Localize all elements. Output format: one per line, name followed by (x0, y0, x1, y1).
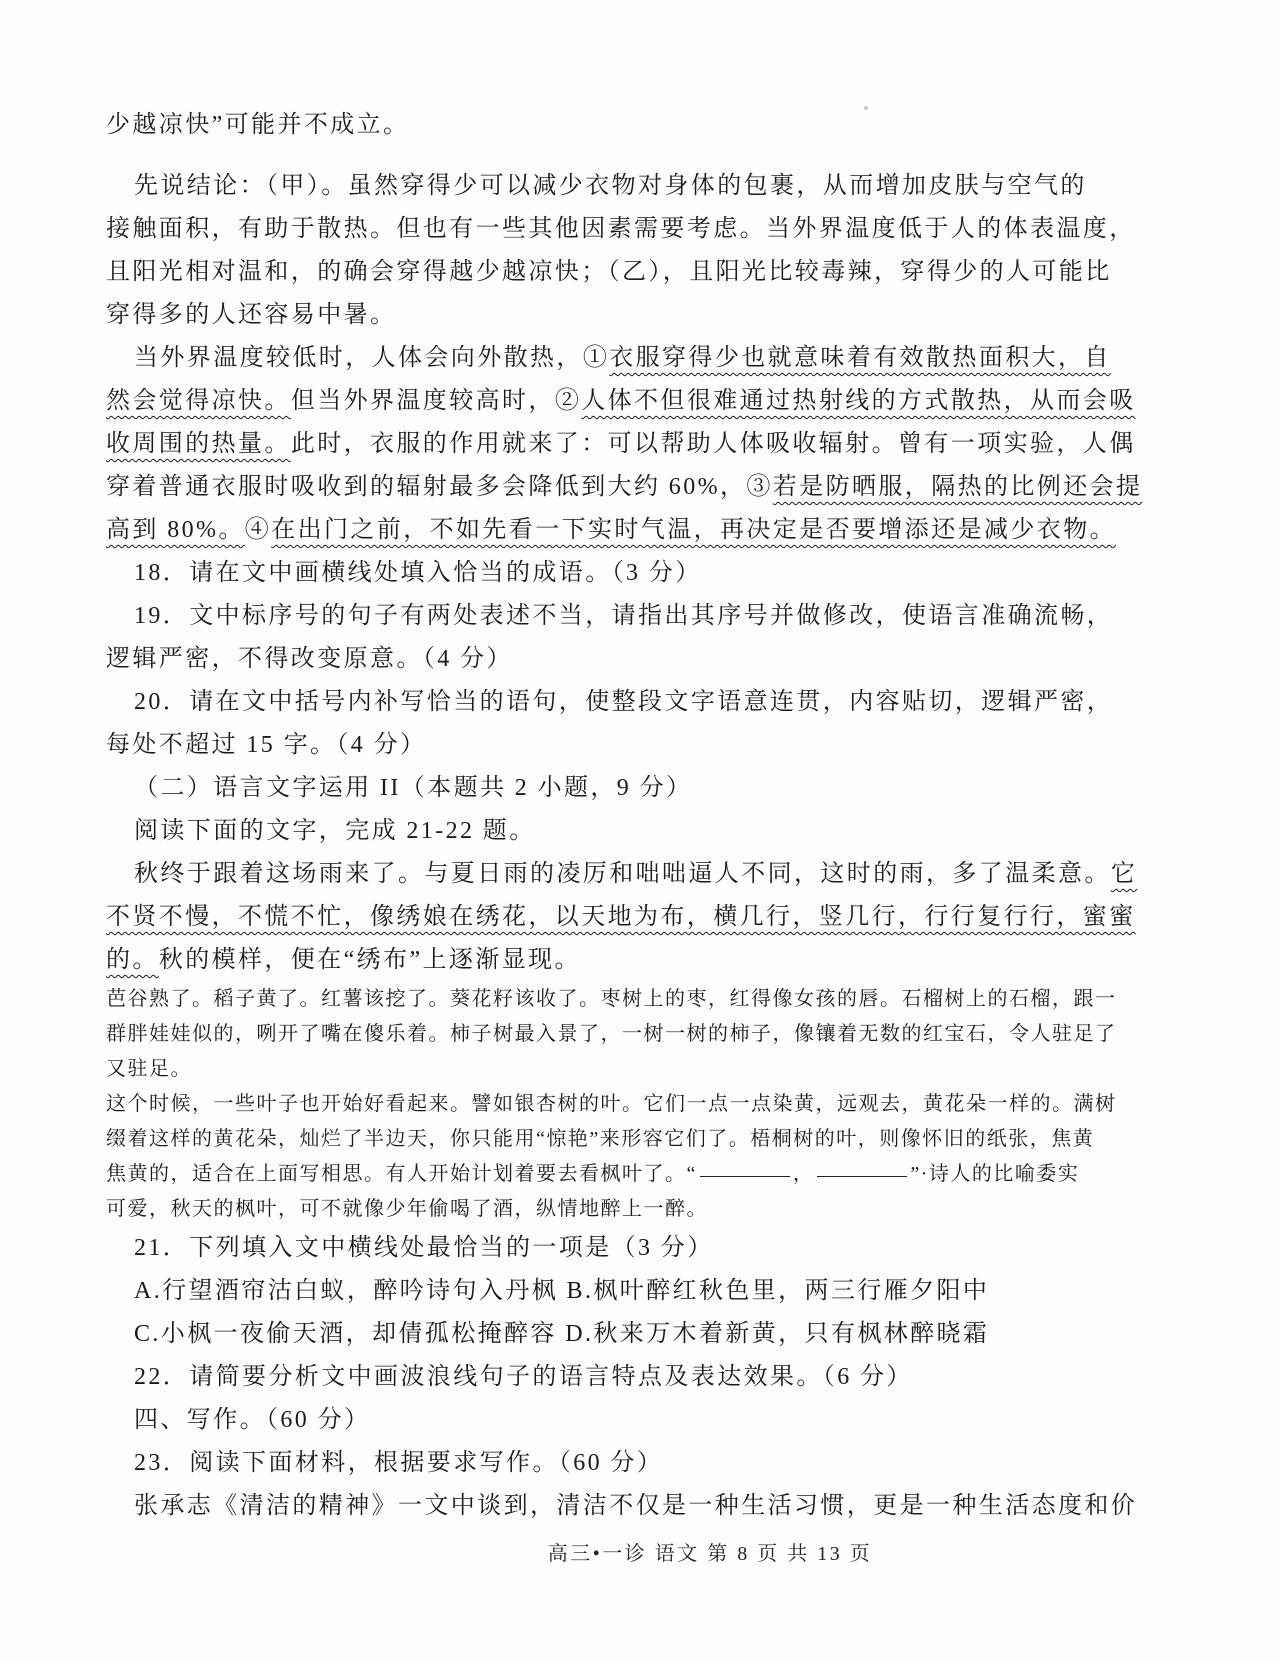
text-segment: A.行望酒帘沽白蚁，醉吟诗句入丹枫 B.枫叶醉红秋色里，两三行雁夕阳中 (134, 1278, 990, 1304)
wavy-underlined-text: 在出门之前，不如先看一下实时气温，再决定是否要增添还是减少衣物。 (271, 517, 1117, 543)
text-line-16 (106, 767, 1180, 810)
text-segment: 张承志《清洁的精神》一文中谈到，清洁不仅是一种生活习惯，更是一种生活态度和价 (134, 1493, 1138, 1519)
text-segment: 秋的模样，便在“绣布”上逐渐显现。 (158, 947, 581, 973)
text-line-2 (106, 165, 1180, 208)
text-segment: 少越凉快”可能并不成立。 (106, 112, 410, 138)
answer-blank-line (700, 1174, 790, 1177)
text-line-31 (106, 1356, 1180, 1399)
text-line-4 (106, 251, 1180, 294)
text-line-1 (106, 104, 1180, 147)
answer-blank-line (817, 1174, 907, 1177)
text-line-25 (106, 1122, 1180, 1157)
wavy-underlined-text: 然会觉得凉快。 (106, 388, 291, 414)
text-line-19 (106, 896, 1180, 939)
sentence-number-marker: ④ (244, 517, 272, 543)
text-segment: 秋终于跟着这场雨来了。与夏日雨的凌厉和咄咄逼人不同，这时的雨，多了温柔意。 (134, 861, 1111, 887)
text-segment: 23．阅读下面材料，根据要求写作。（60 分） (134, 1450, 664, 1476)
text-segment: 21．下列填入文中横线处最恰当的一项是（3 分） (134, 1235, 714, 1261)
text-segment: 阅读下面的文字，完成 21-22 题。 (134, 818, 536, 844)
text-segment: 接触面积，有助于散热。但也有一些其他因素需要考虑。当外界温度低于人的体表温度， (106, 216, 1136, 242)
text-segment: 当外界温度较低时，人体会向外散热， (134, 345, 583, 371)
text-segment: C.小枫一夜偷天酒，却倩孤松掩醉容 D.秋来万木着新黄，只有枫林醉晓霜 (134, 1321, 990, 1347)
text-segment: 18．请在文中画横线处填入恰当的成语。（3 分） (134, 560, 702, 586)
text-segment: （二）语言文字运用 II（本题共 2 小题，9 分） (134, 775, 693, 801)
text-line-6 (106, 337, 1180, 380)
wavy-underlined-text: 人体不但很难通过热射线的方式散热，从而会吸 (581, 388, 1136, 414)
text-segment: 但当外界温度较高时， (290, 388, 555, 414)
wavy-underlined-text: 它 (1110, 861, 1138, 887)
text-line-17 (106, 810, 1180, 853)
text-segment: 四、写作。（60 分） (134, 1407, 371, 1433)
text-line-10 (106, 509, 1180, 552)
text-line-9 (106, 466, 1180, 509)
text-segment: 焦黄的，适合在上面写相思。有人开始计划着要去看枫叶了。“ (106, 1163, 697, 1185)
text-line-5 (106, 294, 1180, 337)
text-line-27 (106, 1192, 1180, 1227)
wavy-underlined-text: 不贤不慢，不慌不忙，像绣娘在绣花，以天地为布，横几行，竖几行，行行复行行，蜜蜜 (106, 904, 1136, 930)
wavy-underlined-text: 衣服穿得少也就意味着有效散热面积大，自 (609, 345, 1111, 371)
sentence-number-marker: ③ (746, 474, 773, 500)
text-line-21 (106, 982, 1180, 1017)
wavy-underlined-text: 收周围的热量。 (106, 431, 291, 457)
text-line-12 (106, 595, 1180, 638)
sentence-number-marker: ② (554, 388, 582, 414)
text-line-24 (106, 1087, 1180, 1122)
text-segment: 又驻足。 (106, 1058, 192, 1080)
text-line-18 (106, 853, 1180, 896)
text-line-33 (106, 1442, 1180, 1485)
text-line-32 (106, 1399, 1180, 1442)
wavy-underlined-text: 的。 (106, 947, 159, 973)
scan-speck (864, 106, 868, 110)
text-line-26 (106, 1157, 1180, 1192)
text-segment: 且阳光相对温和，的确会穿得越少越凉快；（乙），且阳光比较毒辣，穿得少的人可能比 (106, 259, 1112, 285)
text-line-15 (106, 724, 1180, 767)
text-line-11 (106, 552, 1180, 595)
text-line-22 (106, 1017, 1180, 1052)
sentence-number-marker: ① (582, 345, 610, 371)
text-segment: 可爱，秋天的枫叶，可不就像少年偷喝了酒，纵情地醉上一醉。 (106, 1198, 708, 1220)
wavy-underlined-text: 若是防晒服，隔热的比例还会提 (772, 474, 1143, 500)
text-line-28 (106, 1227, 1180, 1270)
text-line-14 (106, 681, 1180, 724)
text-segment: 此时，衣服的作用就来了：可以帮助人体吸收辐射。曾有一项实验，人偶 (290, 431, 1136, 457)
text-segment: 这个时候，一些叶子也开始好看起来。譬如银杏树的叶。它们一点一点染黄，远观去，黄花朵一样的。满树 (106, 1093, 1117, 1115)
text-segment: 芭谷熟了。稻子黄了。红薯该挖了。葵花籽该收了。枣树上的枣，红得像女孩的唇。石榴树上的石榴，跟一 (106, 988, 1117, 1010)
text-segment: 先说结论：（甲）。虽然穿得少可以减少衣物对身体的包裹，从而增加皮肤与空气的 (134, 173, 1087, 199)
wavy-underlined-text: 高到 80%。 (106, 517, 245, 543)
text-line-29 (106, 1270, 1180, 1313)
text-line-3 (106, 208, 1180, 251)
page-footer: 高三•一诊 语文 第 8 页 共 13 页 (547, 1543, 873, 1565)
text-line-13 (106, 638, 1180, 681)
text-segment: 22．请简要分析文中画波浪线句子的语言特点及表达效果。（6 分） (134, 1364, 913, 1390)
text-segment: ， (792, 1163, 815, 1185)
text-line-30 (106, 1313, 1180, 1356)
text-segment: 缀着这样的黄花朵，灿烂了半边天，你只能用“惊艳”来形容它们了。梧桐树的叶，则像怀旧的纸张，焦黄 (106, 1128, 1095, 1150)
text-segment: 19．文中标序号的句子有两处表述不当，请指出其序号并做修改，使语言准确流畅， (134, 603, 1114, 629)
text-segment: 穿着普通衣服时吸收到的辐射最多会降低到大约 60%， (106, 474, 747, 500)
text-segment: 逻辑严密，不得改变原意。（4 分） (106, 646, 513, 672)
text-line-8 (106, 423, 1180, 466)
text-segment: 穿得多的人还容易中暑。 (106, 302, 397, 328)
text-line-7 (106, 380, 1180, 423)
text-line-34 (106, 1485, 1180, 1528)
text-line-20 (106, 939, 1180, 982)
text-line-23 (106, 1052, 1180, 1087)
text-segment: 20．请在文中括号内补写恰当的语句，使整段文字语意连贯，内容贴切，逻辑严密， (134, 689, 1114, 715)
text-segment: 每处不超过 15 字。（4 分） (106, 732, 427, 758)
text-segment: 群胖娃娃似的，咧开了嘴在傻乐着。柿子树最入景了，一树一树的柿子，像镶着无数的红宝石，令人驻足了 (106, 1023, 1117, 1045)
text-segment: ”·诗人的比喻委实 (910, 1163, 1080, 1185)
